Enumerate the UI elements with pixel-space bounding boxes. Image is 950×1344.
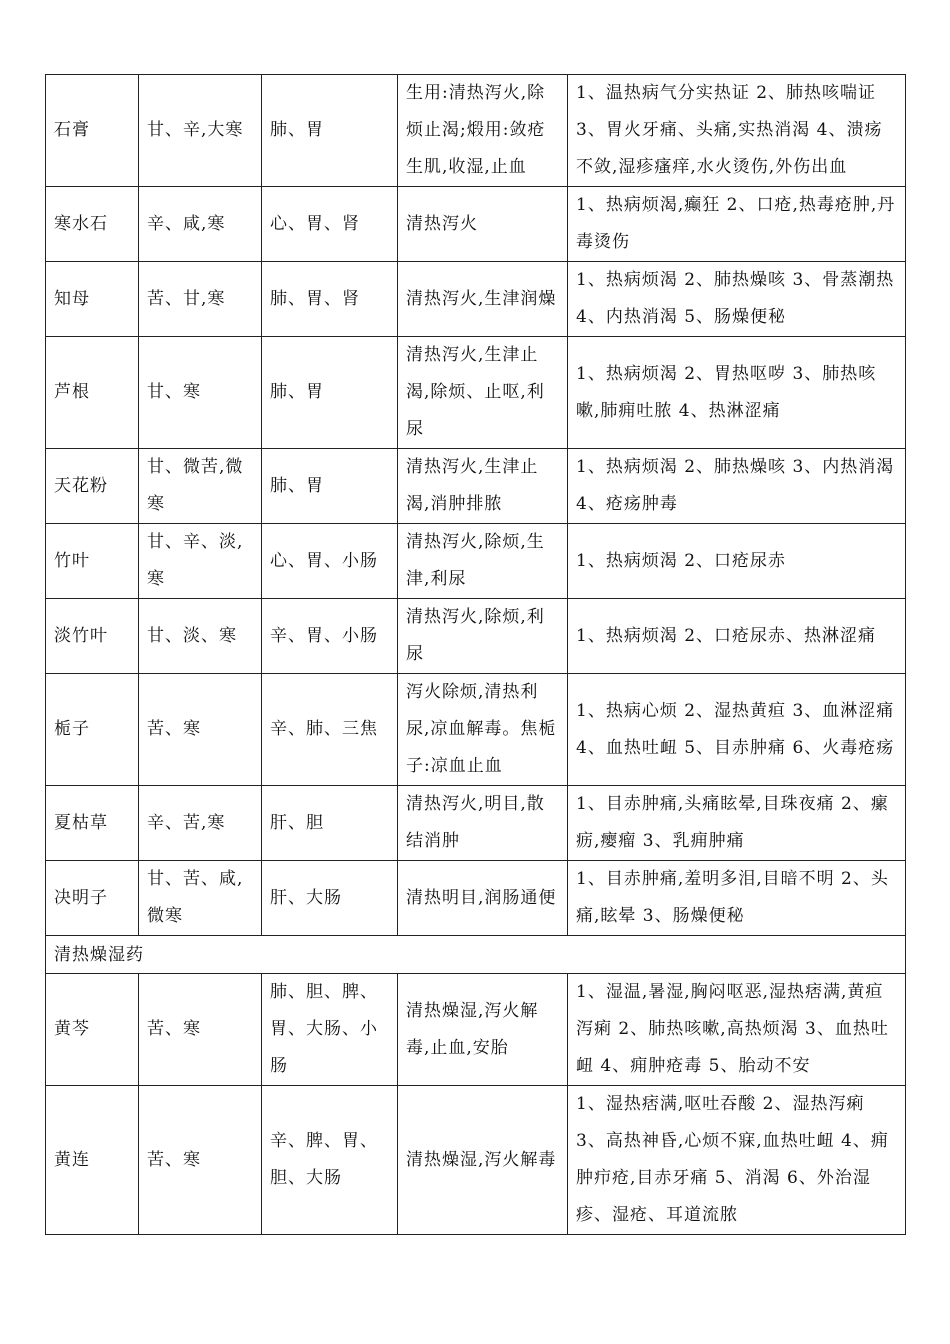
herb-nature: 甘、寒 bbox=[139, 337, 262, 449]
herb-indication: 1、湿温,暑湿,胸闷呕恶,湿热痞满,黄疸泻痢 2、肺热咳嗽,高热烦渴 3、血热吐衄 4、痈肿疮毒 5、胎动不安 bbox=[568, 974, 906, 1086]
herb-meridian: 肝、胆 bbox=[262, 786, 398, 861]
herb-nature: 甘、淡、寒 bbox=[139, 599, 262, 674]
herb-name: 芦根 bbox=[46, 337, 139, 449]
herb-meridian: 肺、胆、脾、胃、大肠、小肠 bbox=[262, 974, 398, 1086]
herb-effect: 清热明目,润肠通便 bbox=[398, 861, 568, 936]
herb-name: 黄芩 bbox=[46, 974, 139, 1086]
herb-meridian: 辛、胃、小肠 bbox=[262, 599, 398, 674]
table-row bbox=[46, 449, 906, 524]
table-row bbox=[46, 786, 906, 861]
herb-effect: 清热泻火,除烦,利尿 bbox=[398, 599, 568, 674]
herb-meridian: 肺、胃、肾 bbox=[262, 262, 398, 337]
herb-indication: 1、热病心烦 2、湿热黄疸 3、血淋涩痛 4、血热吐衄 5、目赤肿痛 6、火毒疮疡 bbox=[568, 674, 906, 786]
table-row bbox=[46, 599, 906, 674]
herb-effect: 生用:清热泻火,除烦止渴;煅用:敛疮生肌,收湿,止血 bbox=[398, 75, 568, 187]
herb-name: 淡竹叶 bbox=[46, 599, 139, 674]
herb-nature: 甘、辛、淡,寒 bbox=[139, 524, 262, 599]
herb-effect: 清热泻火,除烦,生津,利尿 bbox=[398, 524, 568, 599]
herb-indication: 1、热病烦渴 2、口疮尿赤 bbox=[568, 524, 906, 599]
herb-nature: 苦、寒 bbox=[139, 974, 262, 1086]
herb-effect: 清热泻火,生津止渴,消肿排脓 bbox=[398, 449, 568, 524]
herb-name: 栀子 bbox=[46, 674, 139, 786]
herb-nature: 辛、苦,寒 bbox=[139, 786, 262, 861]
herb-meridian: 心、胃、肾 bbox=[262, 187, 398, 262]
herb-name: 夏枯草 bbox=[46, 786, 139, 861]
herb-indication: 1、热病烦渴 2、肺热燥咳 3、内热消渴 4、疮疡肿毒 bbox=[568, 449, 906, 524]
herb-table bbox=[45, 74, 906, 1235]
herb-name: 黄连 bbox=[46, 1086, 139, 1235]
table-row bbox=[46, 187, 906, 262]
section-row bbox=[46, 936, 906, 974]
herb-meridian: 肺、胃 bbox=[262, 337, 398, 449]
herb-indication: 1、热病烦渴 2、胃热呕哕 3、肺热咳嗽,肺痈吐脓 4、热淋涩痛 bbox=[568, 337, 906, 449]
herb-indication: 1、热病烦渴 2、口疮尿赤、热淋涩痛 bbox=[568, 599, 906, 674]
herb-nature: 苦、甘,寒 bbox=[139, 262, 262, 337]
table-row bbox=[46, 674, 906, 786]
herb-indication: 1、目赤肿痛,羞明多泪,目暗不明 2、头痛,眩晕 3、肠燥便秘 bbox=[568, 861, 906, 936]
table-row bbox=[46, 1086, 906, 1235]
table-row bbox=[46, 974, 906, 1086]
herb-indication: 1、温热病气分实热证 2、肺热咳喘证 3、胃火牙痛、头痛,实热消渴 4、溃疡不敛,湿疹瘙痒,水火烫伤,外伤出血 bbox=[568, 75, 906, 187]
table-row bbox=[46, 524, 906, 599]
herb-nature: 苦、寒 bbox=[139, 674, 262, 786]
table-row bbox=[46, 337, 906, 449]
herb-meridian: 肺、胃 bbox=[262, 449, 398, 524]
section-title: 清热燥湿药 bbox=[46, 936, 906, 974]
herb-nature: 甘、微苦,微寒 bbox=[139, 449, 262, 524]
herb-name: 知母 bbox=[46, 262, 139, 337]
herb-name: 竹叶 bbox=[46, 524, 139, 599]
herb-indication: 1、目赤肿痛,头痛眩晕,目珠夜痛 2、瘰疬,瘿瘤 3、乳痈肿痛 bbox=[568, 786, 906, 861]
herb-name: 寒水石 bbox=[46, 187, 139, 262]
herb-name: 天花粉 bbox=[46, 449, 139, 524]
herb-meridian: 心、胃、小肠 bbox=[262, 524, 398, 599]
herb-indication: 1、热病烦渴,癫狂 2、口疮,热毒疮肿,丹毒烫伤 bbox=[568, 187, 906, 262]
herb-effect: 清热燥湿,泻火解毒 bbox=[398, 1086, 568, 1235]
herb-effect: 清热燥湿,泻火解毒,止血,安胎 bbox=[398, 974, 568, 1086]
herb-effect: 清热泻火,生津润燥 bbox=[398, 262, 568, 337]
herb-indication: 1、热病烦渴 2、肺热燥咳 3、骨蒸潮热 4、内热消渴 5、肠燥便秘 bbox=[568, 262, 906, 337]
herb-effect: 清热泻火 bbox=[398, 187, 568, 262]
herb-meridian: 辛、脾、胃、胆、大肠 bbox=[262, 1086, 398, 1235]
herb-effect: 泻火除烦,清热利尿,凉血解毒。焦栀子:凉血止血 bbox=[398, 674, 568, 786]
table-row bbox=[46, 861, 906, 936]
table-row bbox=[46, 75, 906, 187]
herb-indication: 1、湿热痞满,呕吐吞酸 2、湿热泻痢 3、高热神昏,心烦不寐,血热吐衄 4、痈肿疖疮,目赤牙痛 5、消渴 6、外治湿疹、湿疮、耳道流脓 bbox=[568, 1086, 906, 1235]
herb-name: 决明子 bbox=[46, 861, 139, 936]
herb-meridian: 辛、肺、三焦 bbox=[262, 674, 398, 786]
table-row bbox=[46, 262, 906, 337]
herb-nature: 甘、苦、咸,微寒 bbox=[139, 861, 262, 936]
herb-name: 石膏 bbox=[46, 75, 139, 187]
herb-meridian: 肺、胃 bbox=[262, 75, 398, 187]
herb-nature: 苦、寒 bbox=[139, 1086, 262, 1235]
herb-effect: 清热泻火,明目,散结消肿 bbox=[398, 786, 568, 861]
herb-nature: 辛、咸,寒 bbox=[139, 187, 262, 262]
herb-nature: 甘、辛,大寒 bbox=[139, 75, 262, 187]
herb-meridian: 肝、大肠 bbox=[262, 861, 398, 936]
herb-effect: 清热泻火,生津止渴,除烦、止呕,利尿 bbox=[398, 337, 568, 449]
